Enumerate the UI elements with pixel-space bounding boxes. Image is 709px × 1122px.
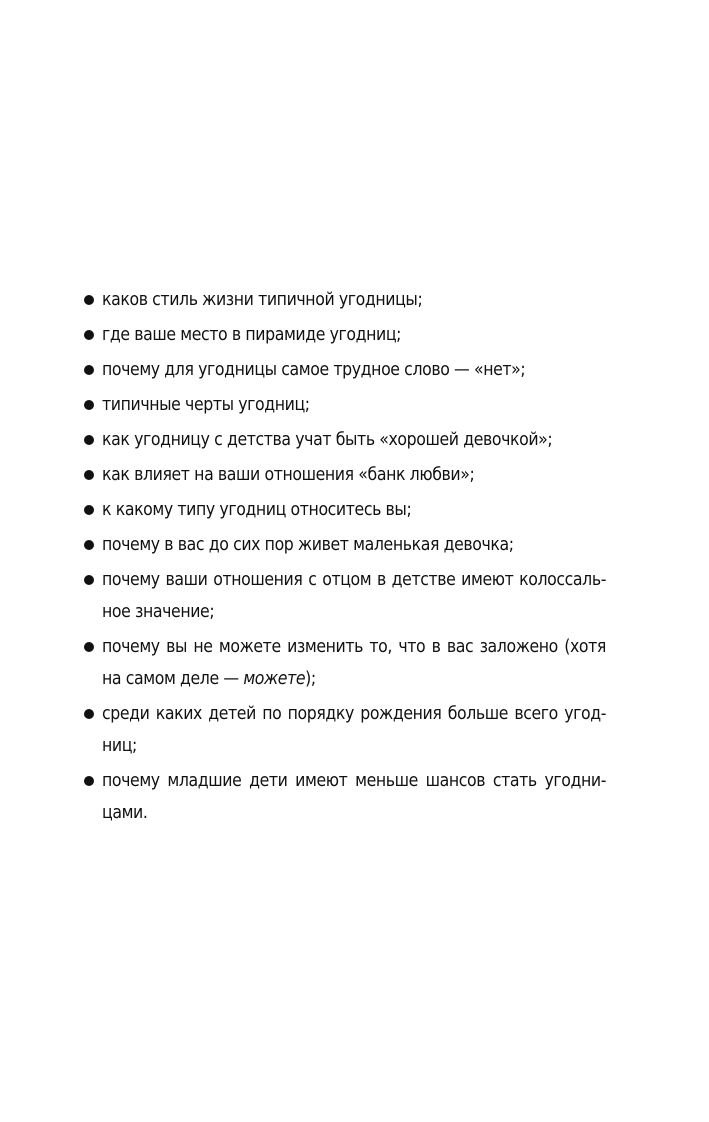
list-item-text: почему для угодницы самое трудное слово — «нет»; [102,360,526,380]
list-item [84,494,606,526]
list-item-text-end: ); [305,669,316,689]
list-item [84,354,606,386]
list-item-text: как угодницу с детства учат быть «хорошей девочкой»; [102,430,553,450]
list-item [84,529,606,561]
list-item-text: где ваше место в пирамиде угодниц; [102,325,402,345]
list-item-text-start: почему вы не можете изменить то, что в вас заложено (хотя на самом деле — [102,637,606,689]
list-item-text: среди каких детей по порядку рождения больше всего угод-ниц; [102,704,606,756]
list-item [84,319,606,351]
list-item [84,459,606,491]
bullet-icon [84,709,94,719]
bullet-icon [84,642,94,652]
bullet-icon [84,540,94,550]
list-item [84,564,606,628]
list-item-text: к какому типу угодниц относитесь вы; [102,500,412,520]
list-item-text: каков стиль жизни типичной угодницы; [102,290,423,310]
list-item [84,631,606,695]
list-item-text: почему младшие дети имеют меньше шансов стать угодни-цами. [102,771,606,823]
list-item-text [102,637,606,689]
bullet-icon [84,295,94,305]
bullet-icon [84,330,94,340]
bullet-icon [84,470,94,480]
list-item [84,698,606,762]
bullet-icon [84,365,94,375]
list-item-text: как влияет на ваши отношения «банк любви»; [102,465,475,485]
list-item-text: типичные черты угодниц; [102,395,310,415]
list-item [84,389,606,421]
bullet-list [84,284,606,832]
bullet-icon [84,435,94,445]
list-item [84,424,606,456]
list-item [84,765,606,829]
bullet-icon [84,575,94,585]
bullet-icon [84,776,94,786]
list-item-text: почему в вас до сих пор живет маленькая девочка; [102,535,514,555]
bullet-icon [84,400,94,410]
bullet-icon [84,505,94,515]
list-item [84,284,606,316]
emphasis-text: можете [243,669,306,689]
list-item-text: почему ваши отношения с отцом в детстве имеют колоссаль-ное значение; [102,570,606,622]
